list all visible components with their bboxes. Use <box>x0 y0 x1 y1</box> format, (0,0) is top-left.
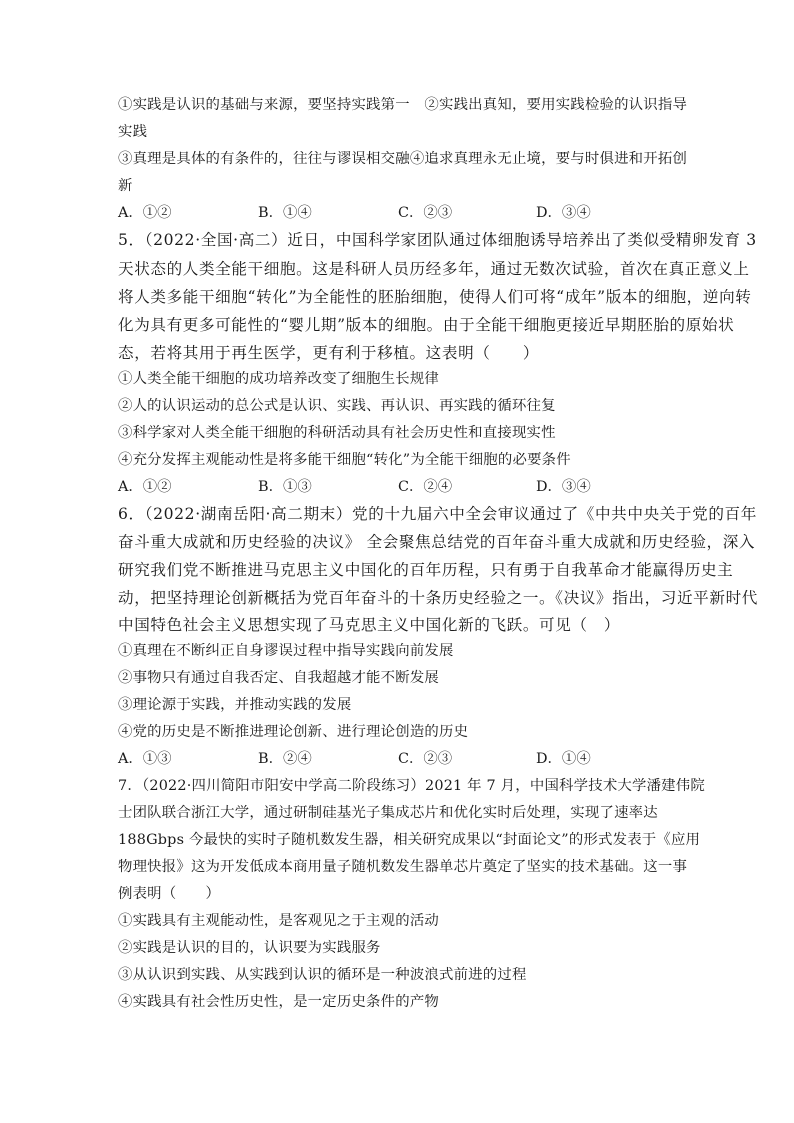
q7-item-1: ①实践具有主观能动性，是客观见之于主观的活动 <box>118 913 439 929</box>
q7-stem-line-3: 188Gbps 今最快的实时子随机数发生器，相关研究成果以“封面论文”的形式发表于《应用 <box>118 832 701 848</box>
q6-option-b[interactable]: B．②④ <box>258 751 312 767</box>
q5-item-1: ①人类全能干细胞的成功培养改变了细胞生长规律 <box>118 371 439 387</box>
q7-item-3: ③从认识到实践、从实践到认识的循环是一种波浪式前进的过程 <box>118 967 527 983</box>
q6-item-3: ③理论源于实践，并推动实践的发展 <box>118 697 352 713</box>
q5-option-d[interactable]: D．③④ <box>536 479 591 495</box>
q5-stem-line-1: 5．（2022·全国·高二）近日，中国科学家团队通过体细胞诱导培养出了类似受精卵发育 3 <box>118 231 757 249</box>
q5-item-4: ④充分发挥主观能动性是将多能干细胞“转化”为全能干细胞的必要条件 <box>118 452 571 468</box>
q7-stem-line-2: 士团队联合浙江大学，通过研制硅基光子集成芯片和优化实时后处理，实现了速率达 <box>118 805 658 821</box>
q6-item-1: ①真理在不断纠正自身谬误过程中指导实践向前发展 <box>118 643 454 659</box>
q7-stem-line-1: 7．（2022·四川简阳市阳安中学高二阶段练习）2021 年 7 月，中国科学技术大学潘建伟院 <box>118 778 705 794</box>
q5-stem-line-2: 天状态的人类全能干细胞。这是科研人员历经多年，通过无数次试验，首次在真正意义上 <box>118 260 750 278</box>
q5-stem-line-3: 将人类多能干细胞“转化”为全能性的胚胎细胞，使得人们可将“成年”版本的细胞，逆向转 <box>118 288 752 306</box>
q4-item-4-cont: 新 <box>118 178 133 194</box>
q6-item-4: ④党的历史是不断推进理论创新、进行理论创造的历史 <box>118 724 469 740</box>
q5-option-c[interactable]: C．②④ <box>398 479 453 495</box>
q7-item-2: ②实践是认识的目的，认识要为实践服务 <box>118 940 381 956</box>
q6-stem-line-2: 奋斗重大成就和历史经验的决议》 全会聚焦总结党的百年奋斗重大成就和历史经验，深入 <box>118 533 756 551</box>
q6-option-c[interactable]: C．②③ <box>398 751 453 767</box>
q6-options <box>118 749 678 769</box>
q7-stem-line-5: 例表明（ ） <box>118 886 221 902</box>
q7-stem-line-4: 物理快报》这为开发低成本商用量子随机数发生器单芯片奠定了坚实的技术基础。这一事 <box>118 859 688 875</box>
q5-option-a[interactable]: A．①② <box>118 479 172 495</box>
q4-option-c[interactable]: C．②③ <box>398 205 453 221</box>
q6-stem-line-3: 研究我们党不断推进马克思主义中国化的百年历程，只有勇于自我革命才能赢得历史主 <box>118 561 734 579</box>
q5-item-2: ②人的认识运动的总公式是认识、实践、再认识、再实践的循环往复 <box>118 398 556 414</box>
q6-item-2: ②事物只有通过自我否定、自我超越才能不断发展 <box>118 670 439 686</box>
q6-stem-line-5: 中国特色社会主义思想实现了马克思主义中国化新的飞跃。可见（ ） <box>118 616 621 634</box>
q6-stem-line-1: 6．（2022·湖南岳阳·高二期末）党的十九届六中全会审议通过了《中共中央关于党的百年 <box>118 505 757 523</box>
q7-item-4: ④实践具有社会性历史性，是一定历史条件的产物 <box>118 994 439 1010</box>
q4-item-3-4: ③真理是具体的有条件的，往往与谬误相交融④追求真理永无止境，要与时俱进和开拓创 <box>118 151 688 167</box>
q5-option-b[interactable]: B．①③ <box>258 479 312 495</box>
q5-stem-line-5: 态，若将其用于再生医学，更有利于移植。这表明（ ） <box>118 344 540 362</box>
q4-item-1-2: ①实践是认识的基础与来源，要坚持实践第一 ②实践出真知，要用实践检验的认识指导 <box>118 97 688 113</box>
q6-stem-line-4: 动，把坚持理论创新概括为党百年奋斗的十条历史经验之一。《决议》指出，习近平新时代 <box>118 589 758 607</box>
q5-stem-line-4: 化为具有更多可能性的“婴儿期”版本的细胞。由于全能干细胞更接近早期胚胎的原始状 <box>118 316 735 334</box>
q4-option-b[interactable]: B．①④ <box>258 205 312 221</box>
q4-option-d[interactable]: D．③④ <box>536 205 591 221</box>
q6-option-a[interactable]: A．①③ <box>118 751 172 767</box>
q5-options <box>118 477 678 497</box>
q4-options <box>118 203 678 223</box>
q5-item-3: ③科学家对人类全能干细胞的科研活动具有社会历史性和直接现实性 <box>118 425 556 441</box>
q6-option-d[interactable]: D．①④ <box>536 751 591 767</box>
q4-option-a[interactable]: A．①② <box>118 205 172 221</box>
q4-item-2-cont: 实践 <box>118 124 148 140</box>
